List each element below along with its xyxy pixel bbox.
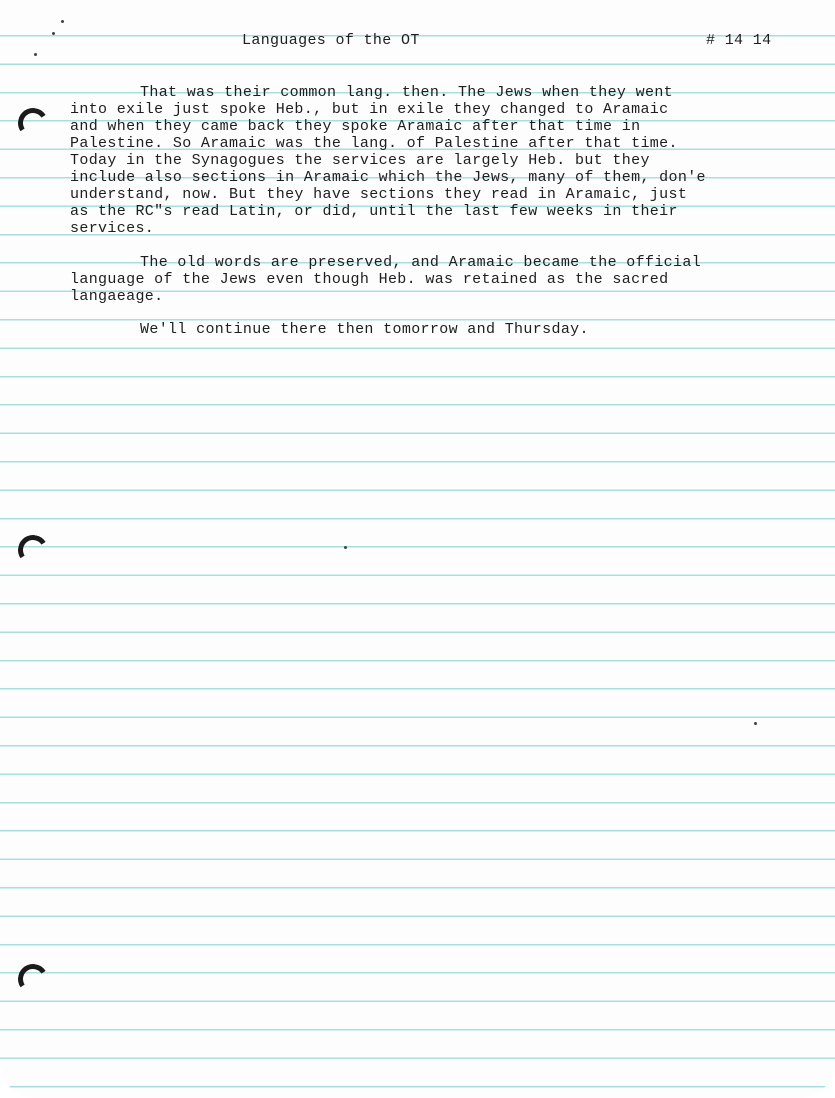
paragraph-1-line-1: That was their common lang. then. The Jews when they went [140, 84, 674, 101]
paragraph-2-line-1: The old words are preserved, and Aramaic became the official [140, 254, 702, 271]
paragraph-1-line-2: into exile just spoke Heb., but in exile they changed to Aramaic [70, 101, 669, 118]
binder-hole-middle [15, 532, 51, 568]
ink-speck [754, 722, 757, 725]
paragraph-2-line-3: langaeage. [70, 288, 164, 305]
paragraph-1-line-3: and when they came back they spoke Aramaic after that time in [70, 118, 641, 135]
ink-speck [344, 546, 347, 549]
ink-speck [61, 20, 64, 23]
paragraph-1-line-7: understand, now. But they have sections they read in Aramaic, just [70, 186, 688, 203]
paragraph-1-line-4: Palestine. So Aramaic was the lang. of Palestine after that time. [70, 135, 678, 152]
binder-hole-bottom [15, 961, 51, 997]
paragraph-1-line-5: Today in the Synagogues the services are largely Heb. but they [70, 152, 650, 169]
paragraph-2-line-2: language of the Jews even though Heb. was retained as the sacred [70, 271, 669, 288]
page-number: # 14 14 [706, 32, 772, 49]
binder-hole-top [15, 105, 51, 141]
paragraph-1-line-9: services. [70, 220, 155, 237]
paragraph-1-line-8: as the RC"s read Latin, or did, until the last few weeks in their [70, 203, 678, 220]
page-title: Languages of the OT [242, 32, 420, 49]
paragraph-3-line-1: We'll continue there then tomorrow and Thursday. [140, 321, 589, 338]
ink-speck [52, 32, 55, 35]
paragraph-1-line-6: include also sections in Aramaic which the Jews, many of them, don'e [70, 169, 706, 186]
ink-speck [34, 53, 37, 56]
